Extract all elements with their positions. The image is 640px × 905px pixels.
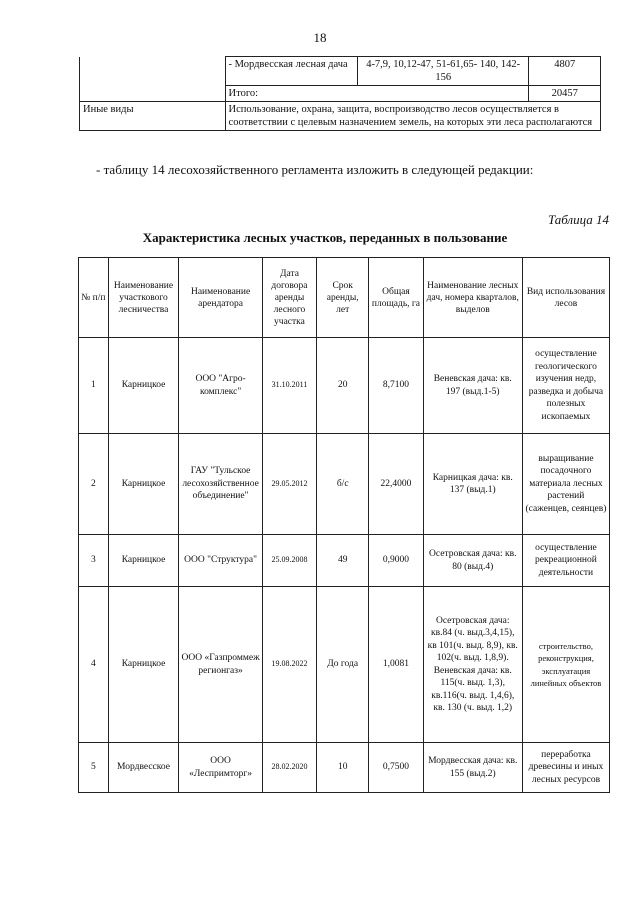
forest-dacha-name: - Мордвесская лесная дача — [225, 57, 357, 86]
table-row — [79, 743, 610, 793]
row-forestry: Мордвесское — [108, 743, 179, 793]
row-location: Карницкая дача: кв. 137 (выд.1) — [423, 434, 522, 535]
header-usage: Вид использования лесов — [522, 258, 609, 338]
area-cell: 4807 — [529, 57, 601, 86]
row-location: Осетровская дача: кв.84 (ч. выд.3,4,15), кв 101(ч. выд. 8,9), кв. 102(ч. выд. 1,8,9). Веневская дача: кв. 115(ч. выд. 1,3), кв.116(ч. выд. 1,4,6), кв. 130 (ч. выд. 1,2) — [423, 587, 522, 743]
other-types-label: Иные виды — [80, 102, 226, 131]
row-num: 1 — [79, 338, 109, 434]
row-usage: осуществление геологического изучения недр, разведка и добыча полезных ископаемых — [522, 338, 609, 434]
row-area: 0,9000 — [369, 535, 423, 587]
header-row — [79, 258, 610, 338]
row-location: Веневская дача: кв. 197 (выд.1-5) — [423, 338, 522, 434]
row-location: Осетровская дача: кв. 80 (выд.4) — [423, 535, 522, 587]
header-tenant: Наименование арендатора — [179, 258, 262, 338]
lease-table — [78, 257, 610, 793]
table-row — [80, 102, 601, 131]
row-area: 22,4000 — [369, 434, 423, 535]
total-value: 20457 — [529, 86, 601, 102]
continuation-table — [79, 56, 601, 131]
row-term: 20 — [317, 338, 369, 434]
row-term: б/с — [317, 434, 369, 535]
row-term: 10 — [317, 743, 369, 793]
row-forestry: Карницкое — [108, 587, 179, 743]
row-forestry: Карницкое — [108, 338, 179, 434]
empty-cell — [80, 57, 226, 102]
row-date: 19.08.2022 — [262, 587, 316, 743]
row-usage: осуществление рекреационной деятельности — [522, 535, 609, 587]
table-label: Таблица 14 — [547, 212, 609, 227]
row-usage: переработка древесины и иных лесных ресурсов — [522, 743, 609, 793]
row-tenant: ООО «Газпроммеж регионгаз» — [179, 587, 262, 743]
row-usage: выращивание посадочного материала лесных растений (саженцев, сеянцев) — [522, 434, 609, 535]
row-date: 25.09.2008 — [262, 535, 316, 587]
table-row — [79, 587, 610, 743]
header-location: Наименование лесных дач, номера кварталов, выделов — [423, 258, 522, 338]
row-area: 8,7100 — [369, 338, 423, 434]
row-date: 31.10.2011 — [262, 338, 316, 434]
quarters-cell: 4-7,9, 10,12-47, 51-61,65- 140, 142-156 — [357, 57, 529, 86]
row-num: 2 — [79, 434, 109, 535]
header-forestry: Наименование участкового лесничества — [108, 258, 179, 338]
header-term: Срок аренды, лет — [317, 258, 369, 338]
page-number: 18 — [313, 30, 327, 45]
instruction-text: - таблицу 14 лесохозяйственного регламента изложить в следующей редакции: — [96, 162, 534, 177]
row-tenant: ООО «Леспримторг» — [179, 743, 262, 793]
row-num: 4 — [79, 587, 109, 743]
row-tenant: ООО "Структура" — [179, 535, 262, 587]
row-tenant: ООО "Агро-комплекс" — [179, 338, 262, 434]
row-forestry: Карницкое — [108, 535, 179, 587]
row-location: Мордвесская дача: кв. 155 (выд.2) — [423, 743, 522, 793]
row-forestry: Карницкое — [108, 434, 179, 535]
row-num: 3 — [79, 535, 109, 587]
row-date: 29.05.2012 — [262, 434, 316, 535]
table-row — [79, 434, 610, 535]
header-area: Общая площадь, га — [369, 258, 423, 338]
table-row — [79, 535, 610, 587]
row-usage: строительство, реконструкция, эксплуатация линейных объектов — [522, 587, 609, 743]
row-area: 1,0081 — [369, 587, 423, 743]
table-row — [80, 57, 601, 86]
row-date: 28.02.2020 — [262, 743, 316, 793]
table-row — [79, 338, 610, 434]
row-term: 49 — [317, 535, 369, 587]
table-title: Характеристика лесных участков, переданных в пользование — [142, 230, 508, 245]
header-num: № п/п — [79, 258, 109, 338]
total-label: Итого: — [225, 86, 529, 102]
row-tenant: ГАУ "Тульское лесохозяйственное объединение" — [179, 434, 262, 535]
other-types-text: Использование, охрана, защита, воспроизводство лесов осуществляется в соответствии с целевым назначением земель, на которых эти леса располагаются — [225, 102, 600, 131]
header-date: Дата договора аренды лесного участка — [262, 258, 316, 338]
row-area: 0,7500 — [369, 743, 423, 793]
row-num: 5 — [79, 743, 109, 793]
row-term: До года — [317, 587, 369, 743]
